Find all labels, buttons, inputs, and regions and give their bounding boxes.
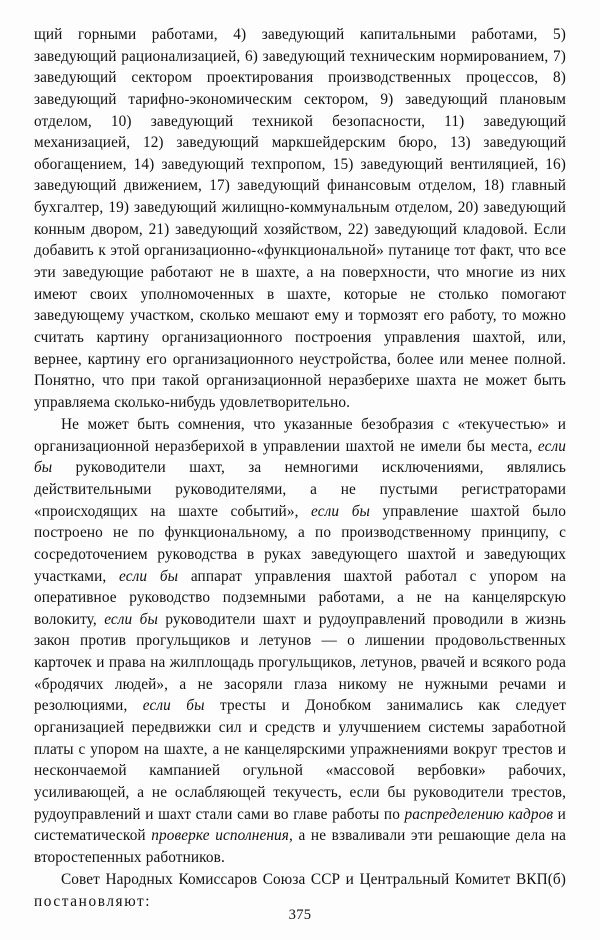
text-run: руководители шахт и рудоуправлений проводили в жизнь закон против прогульщиков и летунов — о лишении продовольственных карточек и права на жилплощадь прогульщиков, летунов, рвачей и всякого рода «бродячих людей», а не засоряли глаза никому не нужными речами и резолюциями, [34,610,566,715]
paragraph [34,24,566,414]
emphasized-text: распределению кадров [404,805,554,823]
page-number: 375 [288,907,312,923]
text-run: руководители шахт, за немногими исключениями, являлись действительными руководителями, а не пустыми регистраторами «происходящих на шахте событий», [34,459,566,520]
text-run: Не может быть сомнения, что указанные безобразия с «текучестью» и организационной неразберихой в управлении шахтой не имели бы места, [34,416,566,455]
emphasized-text: если бы [311,502,370,520]
paragraph [34,414,566,868]
text-run: , а не взваливали эти решающие дела на второстепенных работников. [34,827,566,866]
emphasized-text: если бы [119,567,179,585]
text-run: постановляют: [34,892,152,910]
text-run: тресты и Донобком занимались как следует организацией передвижки сил и средств и улучшением системы заработной платы с упором на шахте, а не канцелярскими упражнениями вокруг трестов и нескончаемой кампанией огульной «массовой вербовки» рабочих, усиливающей, а не ослабляющей текучесть, если бы руководители трестов, рудоуправлений и шахт стали сами во главе работы по [34,697,566,823]
text-run: щий горными работами, 4) заведующий капитальными работами, 5) заведующий рационализацией, 6) заведующий техническим нормированием, 7) заведующий сектором проектирования производственных процессов, 8) заведующий тарифно-экономическим сектором, 9) заведующий плановым отделом, 10) заведующий техникой безопасности, 11) заведующий механизацией, 12) заведующий маркшейдерским бюро, 13) заведующий обогащением, 14) заведующий техпропом, 15) заведующий вентиляцией, 16) заведующий движением, 17) заведующий финансовым отделом, 18) главный бухгалтер, 19) заведующий жилищно-коммунальным отделом, 20) заведующий конным двором, 21) заведующий хозяйством, 22) заведующий кладовой. Если добавить к этой организационно-«функциональной» путанице тот факт, что все эти заведующие работают не в шахте, а на поверхности, что многие из них имеют своих уполномоченных в шахте, которые не столько помогают заведующему участком, сколько мешают ему и тормозят его работу, то можно считать картину организационного построения управления шахтой, или, вернее, картину его организационного неустройства, более или менее полной. Понятно, что при такой организационной неразберихе шахта не может быть управляема сколько-нибудь удовлетворительно. [34,26,566,411]
text-run: аппарат управления шахтой работал с упором на оперативное руководство подземными работами, а не на канцелярскую волокиту, [34,567,566,628]
text-run: и систематической [34,805,566,845]
text-run: управление шахтой было построено не по функциональному, а по производственному принципу, с сосредоточением руководства в руках заведующего шахтой и заведующих участками, [34,502,566,585]
text-run: Совет Народных Комиссаров Союза ССР и Центральный Комитет ВКП(б) [61,870,566,888]
emphasized-text: если бы [142,697,205,715]
emphasized-text: проверке исполнения [151,827,289,845]
emphasized-text: если бы [34,437,566,477]
page-text-body [34,24,566,912]
emphasized-text: если бы [104,610,158,628]
paragraph [34,869,566,912]
